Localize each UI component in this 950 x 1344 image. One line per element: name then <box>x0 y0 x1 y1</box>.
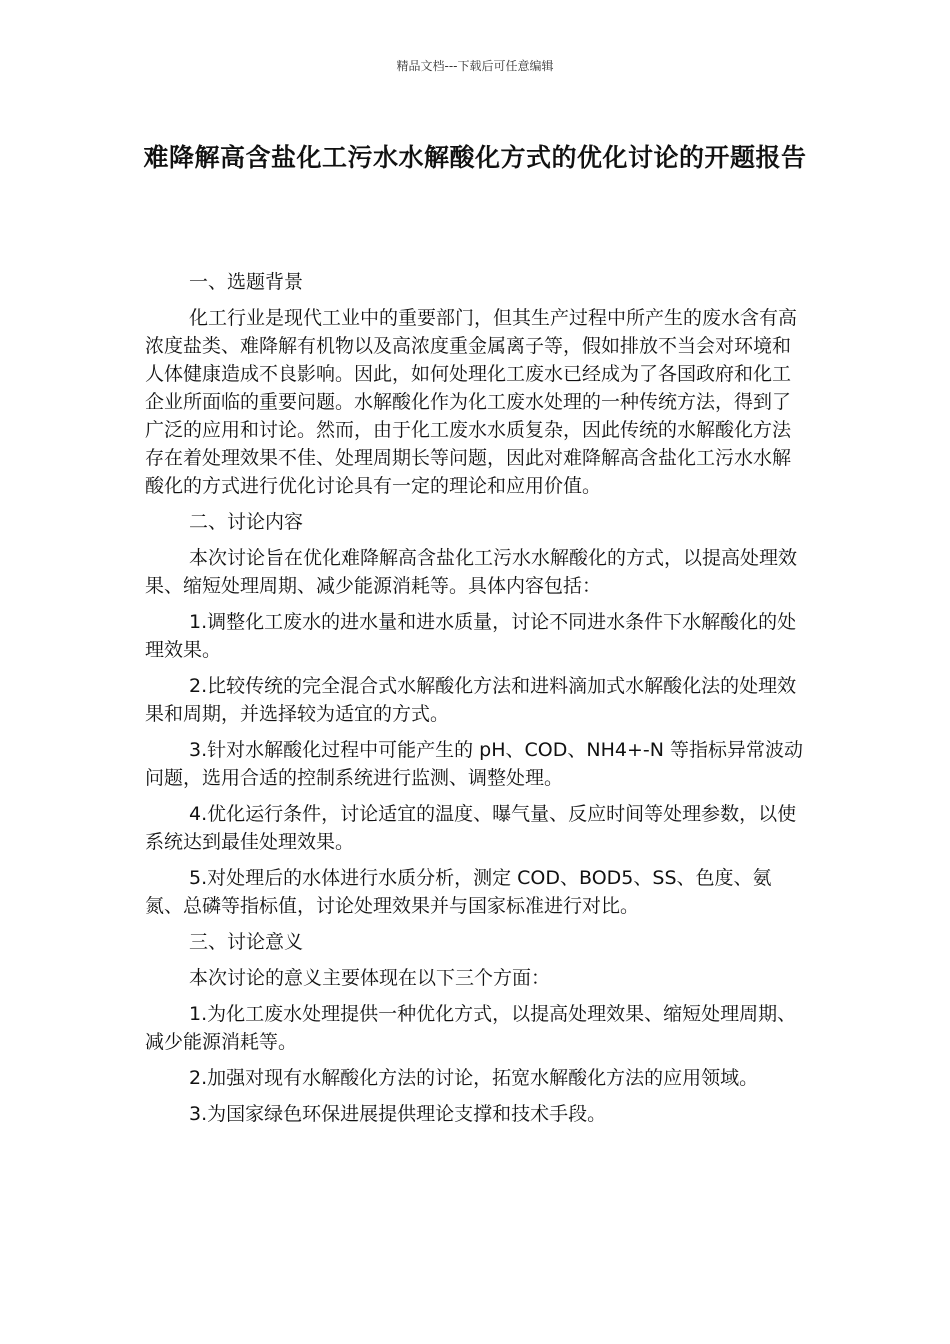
list-item-content-5: 5.对处理后的水体进行水质分析，测定 COD、BOD5、SS、色度、氨氮、总磷等指标值，讨论处理效果并与国家标准进行对比。 <box>145 867 772 917</box>
list-item-content-4: 4.优化运行条件，讨论适宜的温度、曝气量、反应时间等处理参数，以使系统达到最佳处理效果。 <box>145 803 797 853</box>
document-body <box>145 268 805 1136</box>
paragraph-content-intro: 本次讨论旨在优化难降解高含盐化工污水水解酸化的方式，以提高处理效果、缩短处理周期、减少能源消耗等。具体内容包括： <box>145 547 798 597</box>
section-heading-background: 一、选题背景 <box>189 271 304 293</box>
paragraph-significance-intro: 本次讨论的意义主要体现在以下三个方面： <box>189 967 551 989</box>
paragraph-background: 化工行业是现代工业中的重要部门，但其生产过程中所产生的废水含有高浓度盐类、难降解有机物以及高浓度重金属离子等，假如排放不当会对环境和人体健康造成不良影响。因此，如何处理化工废水已经成为了各国政府和化工企业所面临的重要问题。水解酸化作为化工废水处理的一种传统方法，得到了广泛的应用和讨论。然而，由于化工废水水质复杂，因此传统的水解酸化方法存在着处理效果不佳、处理周期长等问题，因此对难降解高含盐化工污水水解酸化的方式进行优化讨论具有一定的理论和应用价值。 <box>145 307 798 497</box>
list-item-content-2: 2.比较传统的完全混合式水解酸化方法和进料滴加式水解酸化法的处理效果和周期，并选择较为适宜的方式。 <box>145 675 797 725</box>
section-heading-significance: 三、讨论意义 <box>189 931 304 953</box>
list-item-content-3: 3.针对水解酸化过程中可能产生的 pH、COD、NH4+-N 等指标异常波动问题，选用合适的控制系统进行监测、调整处理。 <box>145 739 803 789</box>
document-title: 难降解高含盐化工污水水解酸化方式的优化讨论的开题报告 <box>143 143 807 172</box>
header-note: 精品文档---下载后可任意编辑 <box>396 59 554 73</box>
list-item-significance-1: 1.为化工废水处理提供一种优化方式，以提高处理效果、缩短处理周期、减少能源消耗等。 <box>145 1003 797 1053</box>
list-item-content-1: 1.调整化工废水的进水量和进水质量，讨论不同进水条件下水解酸化的处理效果。 <box>145 611 797 661</box>
list-item-significance-2: 2.加强对现有水解酸化方法的讨论，拓宽水解酸化方法的应用领域。 <box>189 1067 759 1089</box>
section-heading-content: 二、讨论内容 <box>189 511 304 533</box>
list-item-significance-3: 3.为国家绿色环保进展提供理论支撑和技术手段。 <box>189 1103 607 1125</box>
